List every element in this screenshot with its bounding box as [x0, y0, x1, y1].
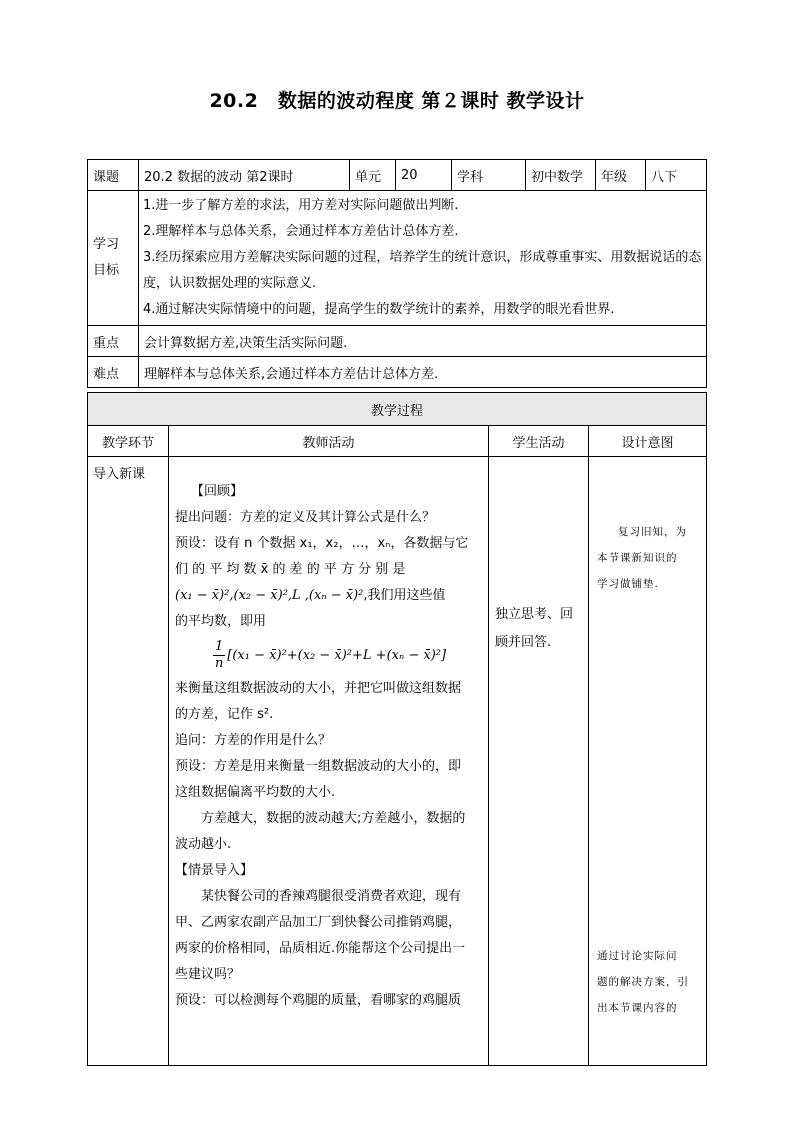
scene-line4: 些建议吗？ [175, 967, 241, 982]
student-line1: 独立思考、回 [495, 607, 574, 622]
stage-cell: 导入新课 [88, 457, 169, 1066]
intent1-line1: 复习旧知，为 [618, 526, 687, 538]
answer-1-line3-tail: ,我们用这些值 [363, 588, 446, 603]
goal-item: 3.经历探索应用方差解决实际问题的过程，培养学生的统计意识，形成尊重事实、用数据说话的态度，认识数据处理的实际意义. [143, 250, 702, 291]
question-1: 提出问题：方差的定义及其计算公式是什么？ [175, 510, 436, 525]
student-activity-cell [489, 457, 589, 1066]
design-intent-cell [589, 457, 707, 1066]
col-header-stage: 教学环节 [88, 426, 169, 457]
document-title: 20.2 数据的波动程度 第２课时 教学设计 [209, 90, 585, 112]
answer-1-line2: 们 的 平 均 数 x̄ 的 差 的 平 方 分 别 是 [175, 562, 406, 577]
answer-1-line5: 来衡量这组数据波动的大小，并把它叫做这组数据 [175, 681, 462, 696]
scene-line5: 预设：可以检测每个鸡腿的质量，看哪家的鸡腿质 [175, 993, 462, 1008]
answer-2-line4: 波动越小. [175, 837, 232, 852]
answer-1-line4: 的平均数，即用 [175, 614, 267, 629]
answer-2-line3: 方差越大，数据的波动越大;方差越小，数据的 [201, 811, 466, 826]
goal-item: 2.理解样本与总体关系，会通过样本方差估计总体方差. [143, 224, 459, 239]
goals-label [88, 191, 139, 326]
fraction [213, 639, 225, 672]
answer-1-line3 [175, 583, 482, 609]
intent1-line2: 本节课新知识的 [597, 552, 678, 564]
key-point-label: 重点 [88, 326, 139, 357]
review-heading: 【回顾】 [191, 484, 244, 499]
fraction-numerator: 1 [215, 639, 224, 654]
intent2-line2: 题的解决方案，引 [597, 976, 689, 988]
unit-label: 单元 [350, 160, 396, 191]
col-header-intent: 设计意图 [589, 426, 707, 457]
subject-value: 初中数学 [526, 160, 596, 191]
process-header-row [88, 426, 707, 457]
topic-value: 20.2 数据的波动 第2课时 [139, 160, 350, 191]
process-row-intro [88, 457, 707, 1066]
answer-1-line6: 的方差，记作 s². [175, 707, 274, 722]
teacher-activity-cell [169, 457, 489, 1066]
difficulty-label: 难点 [88, 357, 139, 388]
intent2-line3: 出本节课内容的 [597, 1002, 678, 1014]
col-header-teacher: 教师活动 [169, 426, 489, 457]
answer-1-line1: 预设：设有 n 个数据 x₁，x₂，…，xₙ，各数据与它 [175, 536, 469, 551]
info-row [88, 160, 707, 191]
process-section-title: 教学过程 [88, 393, 707, 426]
scene-line3: 两家的价格相同，品质相近.你能帮这个公司提出一 [175, 941, 466, 956]
goals-row [88, 191, 707, 326]
goals-label-line2: 目标 [93, 263, 120, 278]
answer-2-line1: 预设：方差是用来衡量一组数据波动的大小的，即 [175, 759, 462, 774]
key-point-value: 会计算数据方差,决策生活实际问题. [139, 326, 707, 357]
key-point-row [88, 326, 707, 357]
squared-deviations-formula: (x₁ − x̄)²,(x₂ − x̄)²,L ,(xₙ − x̄)² [175, 588, 364, 603]
grade-value: 八下 [646, 160, 707, 191]
difficulty-value: 理解样本与总体关系,会通过样本方差估计总体方差. [139, 357, 707, 388]
answer-2-line2: 这组数据偏离平均数的大小. [175, 785, 336, 800]
variance-formula-body: [(x₁ − x̄)²+(x₂ − x̄)²+L +(xₙ − x̄)²] [227, 647, 447, 663]
grade-label: 年级 [596, 160, 646, 191]
goals-list [139, 191, 707, 326]
difficulty-row [88, 357, 707, 388]
scene-line2: 甲、乙两家农副产品加工厂到快餐公司推销鸡腿， [175, 915, 462, 930]
topic-label: 课题 [88, 160, 139, 191]
fraction-denominator: n [214, 656, 224, 671]
process-title-row [88, 393, 707, 426]
goal-item: 4.通过解决实际情境中的问题，提高学生的数学统计的素养，用数学的眼光看世界. [143, 302, 615, 317]
lesson-info-table [87, 159, 707, 388]
goals-label-line1: 学习 [93, 237, 120, 252]
goal-item: 1.进一步了解方差的求法，用方差对实际问题做出判断. [143, 198, 459, 213]
question-2: 追问：方差的作用是什么？ [175, 733, 332, 748]
scene-line1: 某快餐公司的香辣鸡腿很受消费者欢迎，现有 [201, 889, 462, 904]
scene-heading: 【情景导入】 [175, 863, 254, 878]
teaching-process-table [87, 392, 707, 1066]
intent1-line3: 学习做铺垫. [597, 578, 659, 590]
subject-label: 学科 [452, 160, 526, 191]
student-line2: 顾并回答. [495, 635, 552, 650]
intent2-line1: 通过讨论实际问 [597, 950, 678, 962]
col-header-student: 学生活动 [489, 426, 589, 457]
variance-formula [213, 639, 482, 672]
unit-value: 20 [396, 160, 452, 191]
